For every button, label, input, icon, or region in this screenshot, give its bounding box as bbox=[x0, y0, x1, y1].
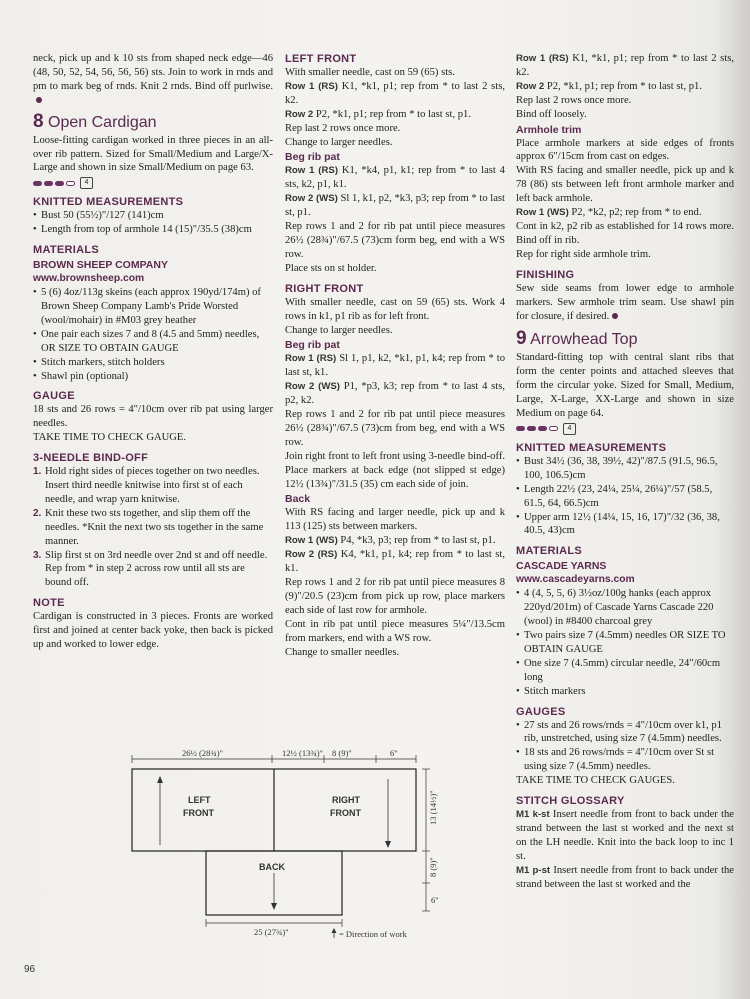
column-3 bbox=[516, 52, 734, 892]
yarn-weight-icon: 4 bbox=[563, 423, 576, 435]
end-mark-icon bbox=[36, 97, 42, 103]
row-text: K1, *k1, p1; rep from * to last 2 sts, k2. bbox=[285, 80, 505, 106]
label-front: FRONT bbox=[330, 808, 361, 818]
skill-pill-icon bbox=[516, 426, 525, 431]
knitted-measurements-list bbox=[516, 455, 734, 538]
gauge-heading: GAUGE bbox=[33, 390, 75, 403]
list-item bbox=[33, 465, 273, 507]
armhole-repeat: Rep for right side armhole trim. bbox=[516, 248, 651, 260]
row-text: K4, *k1, p1, k4; rep from * to last st, k1. bbox=[285, 549, 505, 575]
list-item: • Two pairs size 7 (4.5mm) needles OR SIZE TO OBTAIN GAUGE bbox=[516, 629, 734, 657]
list-item: • 5 (6) 4oz/113g skeins (each approx 190yd/174m) of Brown Sheep Company Lamb's Pride Worsted (wool/mohair) in #M03 grey heather bbox=[33, 286, 273, 328]
left-front-rib-repeat: Rep rows 1 and 2 for rib pat until piece measures 26½ (28¾)"/67.5 (73)cm form beg, end with a WS row. bbox=[285, 221, 505, 260]
row-text: Sl 1, k1, p2, *k3, p3; rep from * to last st, p1. bbox=[285, 193, 505, 219]
arrow-head-icon bbox=[157, 776, 163, 783]
back-repeat: Rep rows 1 and 2 for rib pat until piece measures 8 (9)"/20.5 (23)cm from pick up row, place markers each side of last row for armhole. bbox=[285, 577, 505, 616]
trim-repeat: Rep last 2 rows once more. bbox=[516, 94, 632, 106]
knitted-measurements-list bbox=[33, 209, 273, 237]
label-left: LEFT bbox=[188, 795, 211, 805]
row-label: Row 2 bbox=[285, 108, 314, 120]
arrow-head-icon bbox=[332, 928, 337, 933]
row-label: Row 2 (WS) bbox=[285, 381, 340, 393]
stitch-glossary-heading: STITCH GLOSSARY bbox=[516, 795, 625, 808]
row-label: Row 1 (RS) bbox=[285, 80, 338, 92]
right-front-rib-heading: Beg rib pat bbox=[285, 339, 340, 352]
back-row-2 bbox=[285, 548, 505, 576]
step-text: Knit these two sts together, and slip them off the needles. *Knit the next two sts together in the same manner. bbox=[45, 507, 264, 547]
skill-level-indicator bbox=[516, 423, 734, 435]
row-label: Row 1 (WS) bbox=[516, 207, 569, 219]
step-text: Slip first st on 3rd needle over 2nd st and off needle. Rep from * in step 2 across row until all sts are bound off. bbox=[45, 549, 268, 589]
row-label: Row 1 (RS) bbox=[285, 353, 337, 365]
pattern-8-number: 8 bbox=[33, 110, 44, 132]
list-item: • 4 (4, 5, 5, 6) 3½oz/100g hanks (each approx 220yd/201m) of Cascade Yarns Cascade 220 (wool) in #8400 charcoal grey bbox=[516, 587, 734, 629]
left-front-change: Change to larger needles. bbox=[285, 136, 393, 148]
trim-bind-off: Bind off loosely. bbox=[516, 108, 587, 120]
materials-heading: MATERIALS bbox=[33, 244, 100, 257]
step-number: 3. bbox=[33, 549, 42, 561]
glossary-definition: Insert needle from front to back under the strand between the last st worked and the next st on the LH needle. Knit into the back loop to inc 1 st. bbox=[516, 809, 734, 862]
row-label: Row 2 (WS) bbox=[285, 193, 338, 205]
left-front-rib-heading: Beg rib pat bbox=[285, 151, 340, 164]
right-front-join: Join right front to left front using 3-needle bind-off. Place markers at back edge (not slipped st edge) 12½ (13¾)"/31.5 (35) cm each side of join. bbox=[285, 450, 505, 490]
column-2 bbox=[285, 52, 505, 659]
list-item: • Upper arm 12½ (14¼, 15, 16, 17)"/32 (36, 38, 40.5, 43)cm bbox=[516, 511, 734, 539]
arrow-head-icon bbox=[385, 841, 391, 848]
pattern-8-title bbox=[33, 112, 273, 133]
left-front-heading: LEFT FRONT bbox=[285, 53, 357, 65]
skill-pill-empty-icon bbox=[66, 181, 75, 186]
skill-pill-empty-icon bbox=[549, 426, 558, 431]
row-text: P4, *k3, p3; rep from * to last st, p1. bbox=[337, 535, 496, 547]
row-text: P2, *k1, p1; rep from * to last st, p1. bbox=[544, 80, 702, 92]
pattern-9-name: Arrowhead Top bbox=[530, 331, 638, 349]
direction-legend: = Direction of work bbox=[339, 929, 407, 939]
pattern-8-name: Open Cardigan bbox=[48, 113, 157, 131]
right-front-repeat: Rep rows 1 and 2 for rib pat until piece measures 26½ (28¾)"/67.5 (73)cm from beg, end with a WS row. bbox=[285, 409, 505, 448]
dim-top-left: 26½ (28¾)" bbox=[182, 748, 224, 758]
list-item: • Stitch markers, stitch holders bbox=[33, 356, 273, 370]
row-text: P2, *k1, p1; rep from * to last st, p1. bbox=[313, 108, 471, 120]
skill-level-indicator bbox=[33, 177, 273, 189]
glossary-m1p bbox=[516, 864, 734, 892]
dim-right-lower: 6" bbox=[431, 895, 439, 905]
step-number: 1. bbox=[33, 466, 42, 478]
label-back: BACK bbox=[259, 862, 285, 872]
dim-bottom: 25 (27¾)" bbox=[254, 927, 289, 937]
left-front-cast-on: With smaller needle, cast on 59 (65) sts. bbox=[285, 67, 455, 78]
materials-list bbox=[33, 286, 273, 383]
continued-text bbox=[33, 52, 273, 108]
cardigan-schematic bbox=[120, 745, 450, 945]
yarn-weight-icon: 4 bbox=[80, 177, 93, 189]
glossary-term: M1 p-st bbox=[516, 864, 551, 876]
list-item: • 27 sts and 26 rows/rnds = 4"/10cm over k1, p1 rib, unstretched, using size 7 (4.5mm) needles. bbox=[516, 719, 734, 747]
end-mark-icon bbox=[612, 313, 618, 319]
pattern-8-intro: Loose-fitting cardigan worked in three pieces in an all-over rib pattern. Sized for Small/Medium and Large/X-Large and shown in size Small/Medium on page 63. bbox=[33, 134, 273, 174]
row-text: K1, *k4, p1, k1; rep from * to last 4 sts, k2, p1, k1. bbox=[285, 165, 505, 191]
label-front: FRONT bbox=[183, 808, 214, 818]
list-item: • Bust 50 (55½)"/127 (141)cm bbox=[33, 209, 273, 223]
label-right: RIGHT bbox=[332, 795, 360, 805]
note-heading: NOTE bbox=[33, 597, 65, 610]
back-heading: Back bbox=[285, 493, 311, 506]
finishing-heading: FINISHING bbox=[516, 268, 575, 281]
left-front-row-1 bbox=[285, 80, 505, 108]
materials-list bbox=[516, 587, 734, 698]
left-front-row-2 bbox=[285, 108, 505, 122]
list-item: • One pair each sizes 7 and 8 (4.5 and 5mm) needles, OR SIZE TO OBTAIN GAUGE bbox=[33, 328, 273, 356]
step-text: Hold right sides of pieces together on two needles. Insert third needle knitwise into first st of each needle, and wrap yarn knitwise. bbox=[45, 466, 260, 505]
row-label: Row 1 (WS) bbox=[285, 535, 338, 547]
glossary-m1k bbox=[516, 808, 734, 864]
left-front-rib-row-1 bbox=[285, 164, 505, 192]
skill-pill-icon bbox=[55, 181, 64, 186]
dim-top-right: 6" bbox=[390, 748, 398, 758]
armhole-pick-up: With RS facing and smaller needle, pick up and k 78 (86) sts between left front armhole marker and left back armhole. bbox=[516, 165, 734, 205]
step-number: 2. bbox=[33, 507, 42, 519]
right-front-heading: RIGHT FRONT bbox=[285, 282, 364, 295]
back-continue: Cont in rib pat until piece measures 5¼"/13.5cm from markers, end with a WS row. bbox=[285, 618, 505, 644]
knitted-measurements-heading: KNITTED MEASUREMENTS bbox=[516, 441, 667, 454]
back-pick-up: With RS facing and larger needle, pick up and k 113 (125) sts between markers. bbox=[285, 507, 505, 533]
row-label: Row 2 bbox=[516, 80, 545, 92]
row-text: Sl 1, p1, k2, *k1, p1, k4; rep from * to last st, k1. bbox=[285, 353, 505, 379]
glossary-definition: Insert needle from front to back under the strand between the last st worked and the bbox=[516, 864, 735, 890]
bind-off-heading: 3-NEEDLE BIND-OFF bbox=[33, 452, 149, 465]
list-item: • Shawl pin (optional) bbox=[33, 370, 273, 384]
back-change: Change to smaller needles. bbox=[285, 646, 400, 658]
trim-row-1 bbox=[516, 52, 734, 80]
list-item: • Bust 34½ (36, 38, 39½, 42)"/87.5 (91.5, 96.5, 100, 106.5)cm bbox=[516, 455, 734, 483]
finishing-text-body: Sew side seams from lower edge to armhole markers. Sew armhole trim seam. Use shawl pin for closure, if desired. bbox=[516, 282, 734, 322]
bind-off-steps bbox=[33, 465, 273, 590]
right-front-cast-on: With smaller needle, cast on 59 (65) sts. Work 4 rows in k1, p1 rib as for left front. bbox=[285, 296, 505, 322]
list-item bbox=[33, 549, 273, 591]
left-front-rib-row-2 bbox=[285, 192, 505, 220]
armhole-continue: Cont in k2, p2 rib as established for 14 rows more. Bind off in rib. bbox=[516, 220, 734, 246]
gauges-list bbox=[516, 719, 734, 775]
continued-text-body: neck, pick up and k 10 sts from shaped neck edge—46 (48, 50, 52, 54, 56, 56, 56) sts. Join to work in rnds and pm to mark beg of rnds. Knit 2 rnds. Bind off purlwise. bbox=[33, 53, 273, 92]
list-item: • 18 sts and 26 rows/rnds = 4"/10cm over St st using size 7 (4.5mm) needles. bbox=[516, 746, 734, 774]
note-text: Cardigan is constructed in 3 pieces. Fronts are worked first and joined at center back yoke, then back is picked up and worked to lower edge. bbox=[33, 611, 273, 651]
dim-top-mid2: 8 (9)" bbox=[332, 748, 352, 758]
left-front-repeat: Rep last 2 rows once more. bbox=[285, 122, 401, 134]
dim-right-upper: 13 (14½)" bbox=[428, 790, 438, 825]
gauge-check: TAKE TIME TO CHECK GAUGE. bbox=[33, 432, 187, 444]
right-front-row-2 bbox=[285, 380, 505, 408]
materials-heading: MATERIALS bbox=[516, 545, 583, 558]
brand-url-link[interactable]: www.cascadeyarns.com bbox=[516, 574, 635, 586]
trim-row-2 bbox=[516, 80, 734, 94]
brand-url-link[interactable]: www.brownsheep.com bbox=[33, 273, 145, 285]
skill-pill-icon bbox=[44, 181, 53, 186]
pattern-9-intro: Standard-fitting top with central slant ribs that form the center points and attached sleeves that form the circular yoke. Sized for Small, Medium, Large, X-Large, XX-Large and shown in size Medium on page 64. bbox=[516, 352, 734, 420]
dim-right-mid: 8 (9)" bbox=[428, 857, 438, 877]
list-item bbox=[33, 507, 273, 549]
skill-pill-icon bbox=[538, 426, 547, 431]
skill-pill-icon bbox=[33, 181, 42, 186]
row-label: Row 1 (RS) bbox=[285, 165, 339, 177]
row-text: P2, *k2, p2; rep from * to end. bbox=[568, 207, 702, 219]
yarn-brand: CASCADE YARNS bbox=[516, 560, 607, 573]
armhole-text: Place armhole markers at side edges of fronts approx 6"/15cm from cast on edges. bbox=[516, 137, 734, 163]
left-front-hold: Place sts on st holder. bbox=[285, 262, 377, 274]
back-row-1 bbox=[285, 534, 505, 548]
list-item: • One size 7 (4.5mm) circular needle, 24"/60cm long bbox=[516, 657, 734, 685]
row-text: P1, *p3, k3; rep from * to last 4 sts, p2, k2. bbox=[285, 381, 505, 407]
finishing-text bbox=[516, 282, 734, 324]
gauge-check: TAKE TIME TO CHECK GAUGES. bbox=[516, 775, 675, 787]
row-label: Row 2 (RS) bbox=[285, 549, 338, 561]
gauges-heading: GAUGES bbox=[516, 705, 566, 718]
list-item: • Stitch markers bbox=[516, 685, 734, 699]
pattern-9-title bbox=[516, 329, 734, 350]
yarn-brand: BROWN SHEEP COMPANY bbox=[33, 259, 168, 272]
column-1 bbox=[33, 52, 273, 652]
list-item: • Length from top of armhole 14 (15)"/35.5 (38)cm bbox=[33, 223, 273, 237]
right-front-change: Change to larger needles. bbox=[285, 324, 393, 336]
pattern-9-number: 9 bbox=[516, 328, 527, 350]
skill-pill-icon bbox=[527, 426, 536, 431]
page-number: 96 bbox=[24, 964, 36, 975]
gauge-text: 18 sts and 26 rows = 4"/10cm over rib pat using larger needles. bbox=[33, 404, 273, 430]
row-label: Row 1 (RS) bbox=[516, 53, 569, 64]
list-item: • Length 22½ (23, 24¼, 25¼, 26¼)"/57 (58.5, 61.5, 64, 66.5)cm bbox=[516, 483, 734, 511]
arrow-head-icon bbox=[271, 903, 277, 910]
row-text: K1, *k1, p1; rep from * to last 2 sts, k2. bbox=[516, 53, 734, 78]
right-front-row-1 bbox=[285, 352, 505, 380]
dim-top-mid: 12½ (13¾)" bbox=[282, 748, 324, 758]
armhole-row-1 bbox=[516, 206, 734, 220]
glossary-term: M1 k-st bbox=[516, 809, 550, 821]
knitted-measurements-heading: KNITTED MEASUREMENTS bbox=[33, 196, 184, 209]
armhole-trim-heading: Armhole trim bbox=[516, 123, 582, 136]
